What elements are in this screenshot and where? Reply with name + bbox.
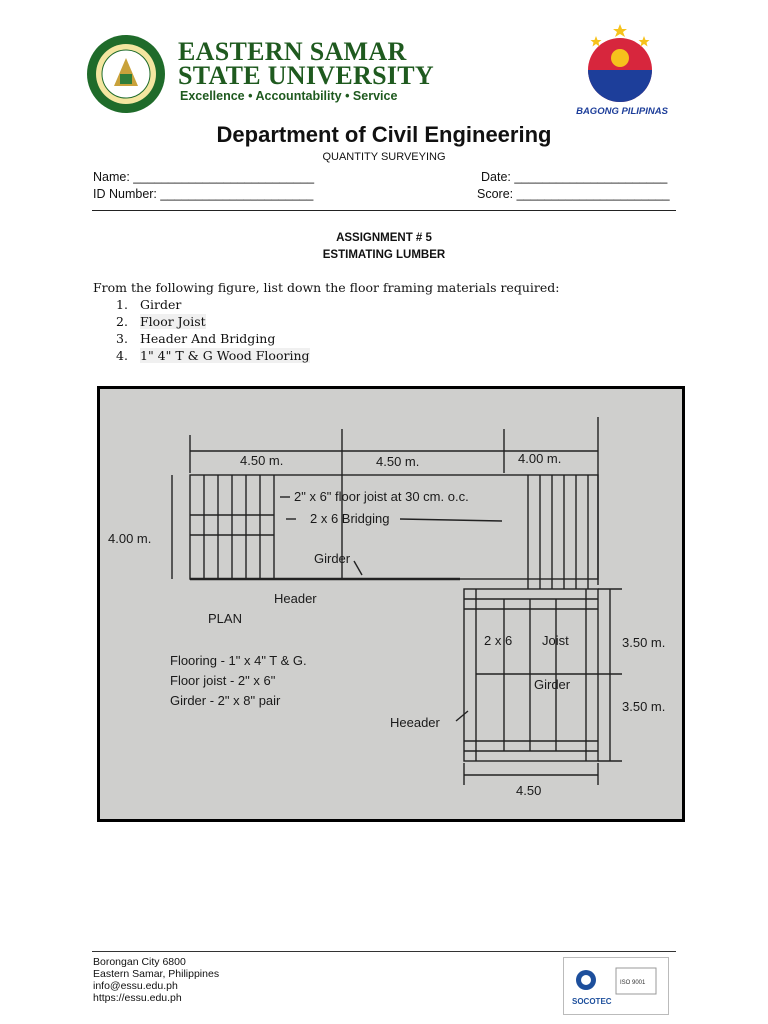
girder-label: Girder: [314, 551, 351, 566]
footer-email: info@essu.edu.ph: [93, 980, 178, 992]
university-seal-logo: [86, 34, 166, 114]
materials-list: [116, 296, 310, 364]
footer-address: [93, 956, 219, 1004]
bagong-pilipinas-logo: [572, 22, 668, 104]
university-name-line2: STATE UNIVERSITY: [178, 61, 434, 90]
wing-joist-label: Joist: [542, 633, 569, 648]
subject-title: QUANTITY SURVEYING: [322, 151, 446, 163]
divider: [92, 210, 676, 211]
score-field[interactable]: Score: ______________________: [477, 187, 670, 201]
name-field[interactable]: Name: __________________________: [93, 170, 315, 184]
date-field[interactable]: Date: ______________________: [481, 170, 668, 184]
wing-header-label: Heeader: [390, 715, 440, 730]
spec-flooring: Flooring - 1" x 4" T & G.: [170, 653, 307, 668]
footer-city: Borongan City 6800: [93, 956, 186, 968]
list-item: [116, 313, 310, 330]
spec-joist: Floor joist - 2" x 6": [170, 673, 276, 688]
floor-framing-plan-figure: [97, 386, 685, 822]
university-tagline: Excellence • Accountability • Service: [180, 89, 398, 103]
wing-girder-label: Girder: [534, 677, 571, 692]
list-item: [116, 330, 310, 347]
list-text: Girder: [140, 297, 182, 312]
dim-left: 4.00 m.: [108, 531, 152, 546]
list-text: 1" 4" T & G Wood Flooring: [140, 348, 310, 363]
assignment-subtitle: ESTIMATING LUMBER: [322, 249, 446, 261]
university-name: [178, 37, 434, 90]
cert-iso: ISO 9001: [620, 980, 646, 986]
list-number: 4.: [116, 348, 128, 363]
framing-plan-drawing: [100, 389, 682, 819]
plan-label: PLAN: [208, 611, 242, 626]
joist-note: 2" x 6" floor joist at 30 cm. o.c.: [294, 489, 469, 504]
spec-girder: Girder - 2" x 8" pair: [170, 693, 281, 708]
dim-right-2: 3.50 m.: [622, 699, 666, 714]
bagong-pilipinas-text: BAGONG PILIPINAS: [576, 106, 668, 117]
bridging-note: 2 x 6 Bridging: [310, 511, 390, 526]
socotec-logo: [564, 958, 668, 1014]
list-item: [116, 296, 310, 313]
cert-name: SOCOTEC: [572, 997, 612, 1006]
footer-divider: [92, 951, 676, 952]
assignment-title: ASSIGNMENT # 5: [336, 232, 432, 244]
footer-province: Eastern Samar, Philippines: [93, 968, 220, 980]
footer-website: https://essu.edu.ph: [93, 992, 182, 1004]
dim-right-1: 3.50 m.: [622, 635, 666, 650]
dim-top-3: 4.00 m.: [518, 451, 562, 466]
list-number: 1.: [116, 297, 128, 312]
wing-2x6-label: 2 x 6: [484, 633, 513, 648]
header-label: Header: [274, 591, 317, 606]
list-number: 3.: [116, 331, 128, 346]
list-item: [116, 347, 310, 364]
list-text: Header And Bridging: [140, 331, 276, 346]
department-title: Department of Civil Engineering: [216, 122, 552, 147]
id-number-field[interactable]: ID Number: ______________________: [93, 187, 314, 201]
dim-top-2: 4.50 m.: [376, 454, 420, 469]
list-text: Floor Joist: [140, 314, 206, 329]
iso-certification-badge: [563, 957, 669, 1015]
dim-top-1: 4.50 m.: [240, 453, 284, 468]
university-name-line1: EASTERN SAMAR: [178, 37, 407, 66]
list-number: 2.: [116, 314, 128, 329]
dim-bottom: 4.50: [516, 783, 542, 798]
assignment-instructions: From the following figure, list down the floor framing materials required:: [93, 280, 560, 295]
